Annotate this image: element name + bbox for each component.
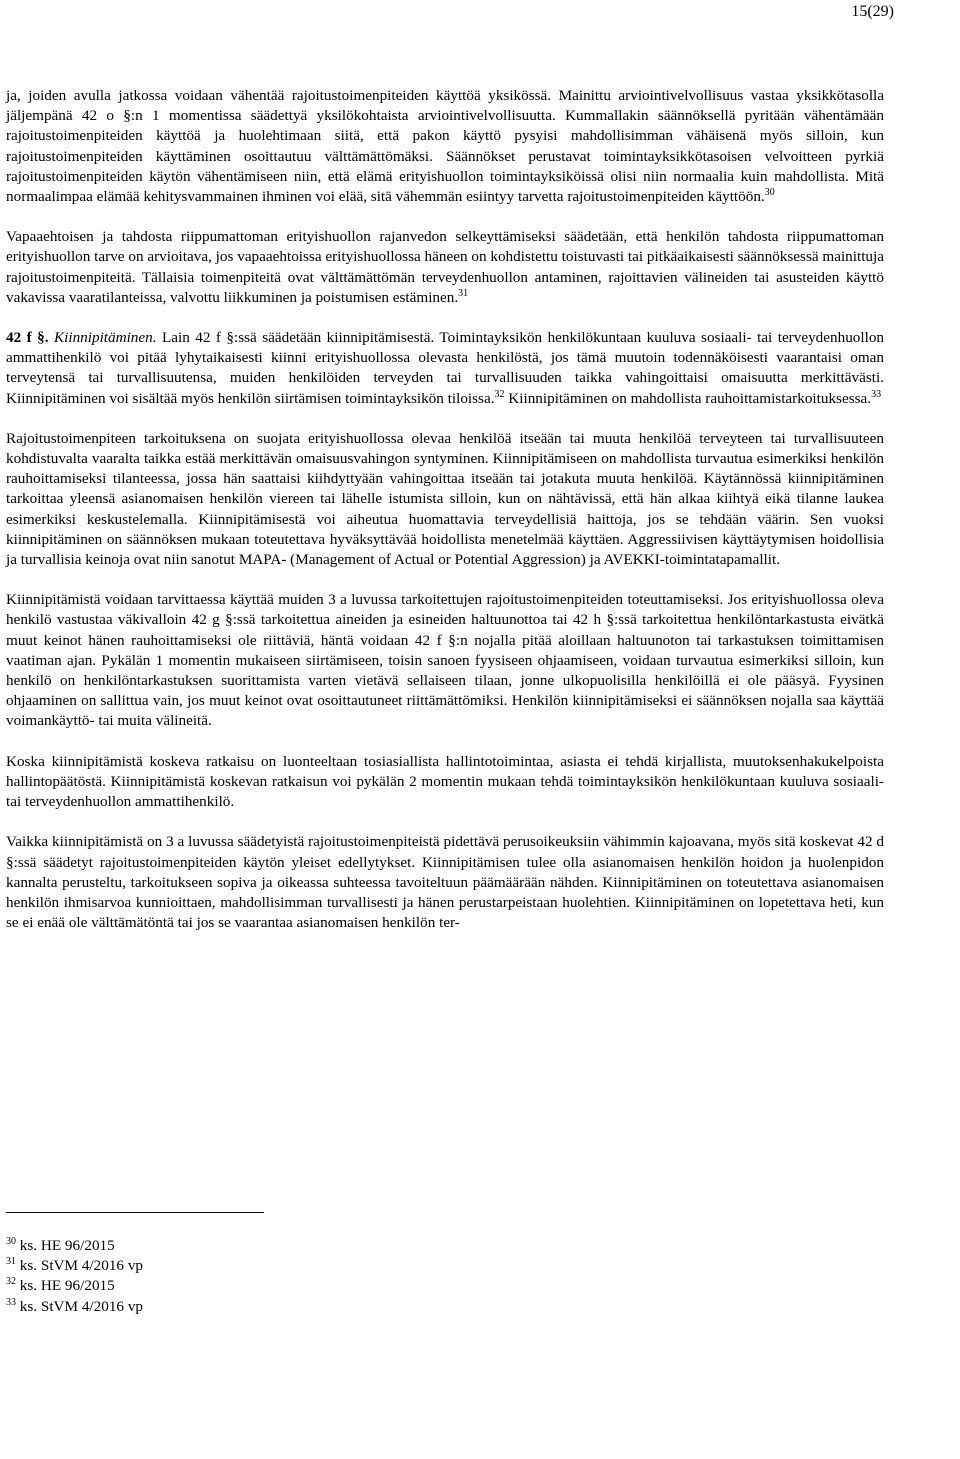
footnote-number: 31 (6, 1256, 16, 1268)
footnote-reference: 30 (764, 186, 775, 198)
footnote-reference: 32 (494, 388, 505, 400)
footnote (6, 1256, 606, 1276)
footnotes (6, 1236, 606, 1317)
paragraph (6, 328, 884, 409)
footnote-text: ks. StVM 4/2016 vp (16, 1297, 144, 1315)
footnote (6, 1276, 606, 1296)
section-title: Kiinnipitäminen. (54, 329, 157, 347)
paragraph (6, 227, 884, 308)
footnote-reference: 33 (871, 388, 882, 400)
footnote-text: ks. StVM 4/2016 vp (16, 1257, 144, 1275)
paragraph (6, 832, 884, 933)
paragraph-text: Kiinnipitäminen on mahdollista rauhoittamistarkoituksessa. (504, 389, 872, 407)
paragraph-text: Rajoitustoimenpiteen tarkoituksena on suojata erityishuollossa olevaa henkilöä itseään tai muuta henkilöä terveyteen tai turvallisuuteen kohdistuvalta vaaralta taikka estää merkittävän omaisuusvahingon syntyminen. Kiinnipitämiseen on mahdollista turvautua esimerkiksi henkilön rauhoittamiseksi tilanteessa, jossa hän saattaisi kiihdyttyään vahingoittaa itseään tai jotakuta muuta henkilöä. Käytännössä kiinnipitäminen tarkoittaa yleensä asianomaisen henkilön viereen tai lähelle istumista silloin, kun on nähtävissä, että hän alkaa kiihtyä eikä tilanne laukea esimerkiksi keskustelemalla. Kiinnipitämisestä voi aiheutua huomattavia terveydellisiä haittoja, jos se tehdään väärin. Sen vuoksi kiinnipitäminen on säännöksen mukaan toteutettava hyväksyttävää hoidollista menetelmää käyttäen. Aggressiivisen käyttäytymisen hoidollisia ja turvallisia keinoja ovat niin sanotut MAPA- (Management of Actual or Potential Aggression) ja AVEKKI-toimintatapamallit. (6, 429, 884, 569)
paragraph-text: Lain 42 f §:ssä säädetään kiinnipitämisestä. Toimintayksikön henkilökuntaan kuuluva sosiaali- tai terveydenhuollon ammattihenkilö voi pitää lyhytaikaisesti kiinni erityishuollossa olevasta henkilöstä, jos tämä muutoin todennäköisesti vaarantaisi oman terveytensä tai turvallisuutensa, muiden henkilöiden terveyden tai turvallisuuden taikka vahingoittaisi omaisuutta merkittävästi. Kiinnipitäminen voi sisältää myös henkilön siirtämisen toimintayksikön tiloissa. (6, 329, 885, 407)
footnote-reference: 31 (458, 287, 469, 299)
footnote (6, 1297, 606, 1317)
footnote-number: 30 (6, 1235, 16, 1247)
document-body (6, 86, 884, 953)
paragraph-text: Kiinnipitämistä voidaan tarvittaessa käyttää muiden 3 a luvussa tarkoitettujen rajoitustoimenpiteiden toteuttamiseksi. Jos erityishuollossa oleva henkilö vastustaa väkivalloin 42 g §:ssä tarkoitettua aineiden ja esineiden haltuunottoa tai 42 h §:ssä tarkoitettua henkilöntarkastusta eivätkä muut keinot hänen rauhoittamiseksi ole riittäviä, häntä voidaan 42 f §:n nojalla pitää aloillaan haltuunoton tai tarkastuksen toimittamisen vaatiman ajan. Pykälän 1 momentin mukaiseen siirtämiseen, toisin sanoen fyysiseen ohjaamiseen, voidaan turvautua esimerkiksi silloin, kun henkilö on henkilöntarkastuksen suorittamista varten vietävä sellaiseen tilaan, jonne ulkopuolisilla henkilöillä ei ole pääsyä. Fyysinen ohjaaminen on sallittua vain, jos muut keinot ovat osoittautuneet riittämättömiksi. Henkilön kiinnipitämiseksi ei säännöksen nojalla saa käyttää voimankäyttö- tai muita välineitä. (6, 591, 884, 730)
section-number: 42 f §. (6, 329, 49, 347)
footnote-number: 32 (6, 1276, 16, 1288)
footnote (6, 1236, 606, 1256)
paragraph-text: Koska kiinnipitämistä koskeva ratkaisu on luonteeltaan tosiasiallista hallintotoimintaa, asiasta ei tehdä kirjallista, muutoksenhakukelpoista hallintopäätöstä. Kiinnipitämistä koskevan ratkaisun voi pykälän 2 momentin mukaan tehdä toimintayksikön henkilökuntaan kuuluva sosiaali- tai terveydenhuollon ammattihenkilö. (6, 752, 884, 811)
paragraph-text: ja, joiden avulla jatkossa voidaan vähentää rajoitustoimenpiteiden käyttöä yksikössä. Mainittu arviointivelvollisuus vastaa yksikkötasolla jäljempänä 42 o §:n 1 momentissa säädettyä yksilökohtaista arviointivelvollisuutta. Kummallakin säännöksellä pyritään vähentämään rajoitustoimenpiteiden käyttöä ja huolehtimaan siitä, että pakon käyttö pysyisi mahdollisimman vähäisenä myös silloin, kun rajoitustoimenpiteiden käyttäminen osoittautuu välttämättömäksi. Säännökset perustavat toimintayksikkötasoisen velvoitteen pyrkiä rajoitustoimenpiteiden käytön vähentämiseen niin, että elämä erityishuollon toimintayksiköissä olisi niin normaalia kuin mahdollista. Mitä normaalimpaa elämää kehitysvammainen ihminen voi elää, sitä vähemmän esiintyy tarvetta rajoitustoimenpiteiden käyttöön. (6, 87, 884, 206)
footnote-text: ks. HE 96/2015 (16, 1277, 115, 1295)
paragraph (6, 752, 884, 813)
paragraph (6, 86, 884, 207)
paragraph (6, 429, 884, 570)
footnote-number: 33 (6, 1296, 16, 1308)
page-number: 15(29) (851, 3, 894, 20)
paragraph-text: Vapaaehtoisen ja tahdosta riippumattoman erityishuollon rajanvedon selkeyttämiseksi säädetään, että henkilön tahdosta riippumattoman erityishuollon tarve on arvioitava, jos vapaaehtoissa erityishuollossa häneen on kohdistettu toistuvasti tai pitkäaikaisesti säännöksessä mainittuja rajoitustoimenpiteitä. Tällaisia toimenpiteitä ovat välttämättömän terveydenhuollon antaminen, rajoittavien välineiden tai asusteiden käyttö vakavissa vaaratilanteissa, valvottu liikkuminen ja poistumisen estäminen. (6, 228, 884, 306)
footnote-text: ks. HE 96/2015 (16, 1237, 115, 1254)
paragraph-text: Vaikka kiinnipitämistä on 3 a luvussa säädetyistä rajoitustoimenpiteistä pidettävä perusoikeuksiin vähimmin kajoavana, myös sitä koskevat 42 d §:ssä säädetyt rajoitustoimenpiteiden käytön yleiset edellytykset. Kiinnipitämisen tulee olla asianomaisen henkilön hoidon ja huolenpidon kannalta perusteltu, tarkoitukseen sopiva ja oikeassa suhteessa tavoiteltuun päämäärään nähden. Kiinnipitäminen on toteutettava asianomaisen henkilön ihmisarvoa kunnioittaen, mahdollisimman turvallisesti ja hänen perustarpeistaan huolehtien. Kiinnipitäminen on lopetettava heti, kun se ei enää ole välttämätöntä tai jos se vaarantaa asianomaisen henkilön ter- (6, 833, 884, 932)
paragraph (6, 590, 884, 731)
footnote-separator (6, 1212, 264, 1213)
